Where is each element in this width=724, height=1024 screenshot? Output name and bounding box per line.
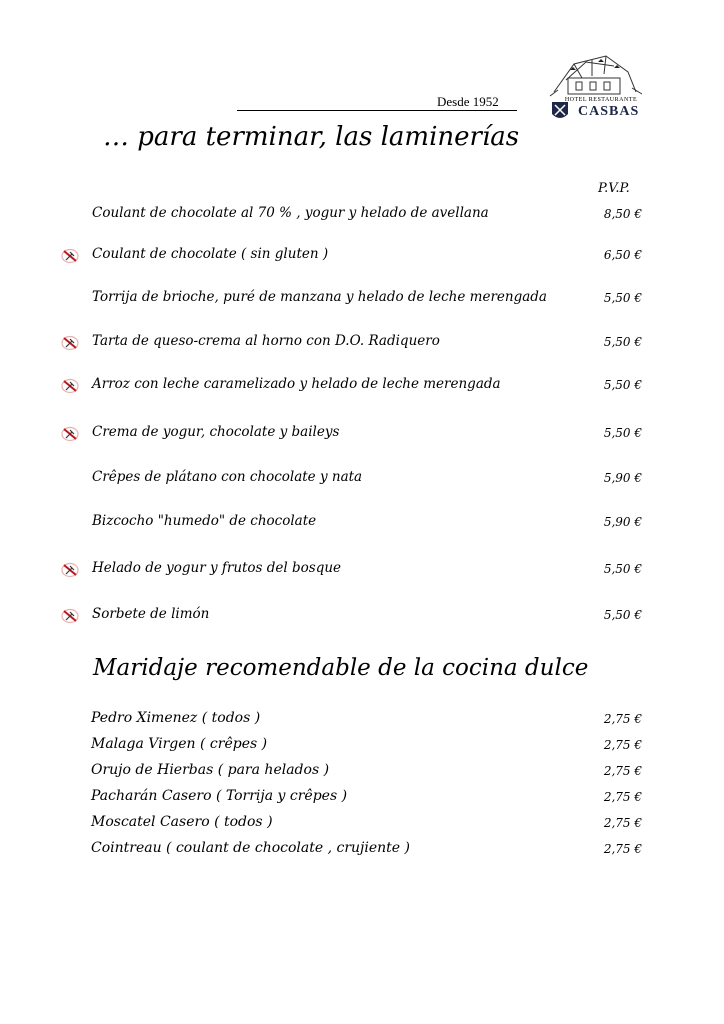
dessert-price: 5,50 €	[603, 378, 642, 392]
dessert-item: Crêpes de plátano con chocolate y nata	[92, 469, 363, 485]
dessert-price: 5,50 €	[603, 608, 642, 622]
wine-price: 2,75 €	[603, 816, 642, 830]
logo-subtitle: HOTEL RESTAURANTE	[564, 97, 638, 103]
dessert-item: Sorbete de limón	[92, 606, 210, 622]
dessert-price: 5,90 €	[603, 471, 642, 485]
dessert-price: 5,50 €	[603, 291, 642, 305]
gluten-free-icon	[60, 562, 80, 578]
wine-item: Pacharán Casero ( Torrija y crêpes )	[91, 788, 348, 804]
gluten-free-icon	[60, 335, 80, 351]
dessert-item: Coulant de chocolate ( sin gluten )	[92, 246, 329, 262]
dessert-item: Crema de yogur, chocolate y baileys	[92, 424, 340, 440]
logo-name: CASBAS	[578, 104, 640, 119]
dessert-price: 5,90 €	[603, 515, 642, 529]
wine-price: 2,75 €	[603, 738, 642, 752]
gluten-free-icon	[60, 426, 80, 442]
wine-item: Moscatel Casero ( todos )	[91, 814, 273, 830]
dessert-price: 6,50 €	[603, 248, 642, 262]
dessert-item: Coulant de chocolate al 70 % , yogur y helado de avellana	[92, 205, 489, 221]
dessert-item: Bizcocho "humedo" de chocolate	[92, 513, 317, 529]
wine-price: 2,75 €	[603, 790, 642, 804]
wine-price: 2,75 €	[603, 764, 642, 778]
dessert-item: Tarta de queso-crema al horno con D.O. Radiquero	[92, 333, 440, 349]
dessert-item: Arroz con leche caramelizado y helado de leche merengada	[92, 376, 501, 392]
dessert-price: 5,50 €	[603, 335, 642, 349]
gluten-free-icon	[60, 608, 80, 624]
wine-price: 2,75 €	[603, 712, 642, 726]
wine-item: Orujo de Hierbas ( para helados )	[91, 762, 330, 778]
wine-item: Pedro Ximenez ( todos )	[91, 710, 261, 726]
wine-item: Malaga Virgen ( crêpes )	[91, 736, 268, 752]
since-year: Desde 1952	[437, 94, 499, 109]
page-title: … para terminar, las laminerías	[103, 122, 520, 152]
dessert-price: 8,50 €	[603, 207, 642, 221]
gluten-free-icon	[60, 378, 80, 394]
wine-item: Cointreau ( coulant de chocolate , crujiente )	[91, 840, 410, 856]
dessert-price: 5,50 €	[603, 426, 642, 440]
price-header: P.V.P.	[598, 181, 630, 196]
dessert-item: Helado de yogur y frutos del bosque	[92, 560, 342, 576]
header-rule	[237, 110, 517, 111]
dessert-price: 5,50 €	[603, 562, 642, 576]
dessert-item: Torrija de brioche, puré de manzana y helado de leche merengada	[92, 289, 547, 305]
wine-price: 2,75 €	[603, 842, 642, 856]
gluten-free-icon	[60, 248, 80, 264]
pairing-title: Maridaje recomendable de la cocina dulce	[93, 655, 589, 681]
